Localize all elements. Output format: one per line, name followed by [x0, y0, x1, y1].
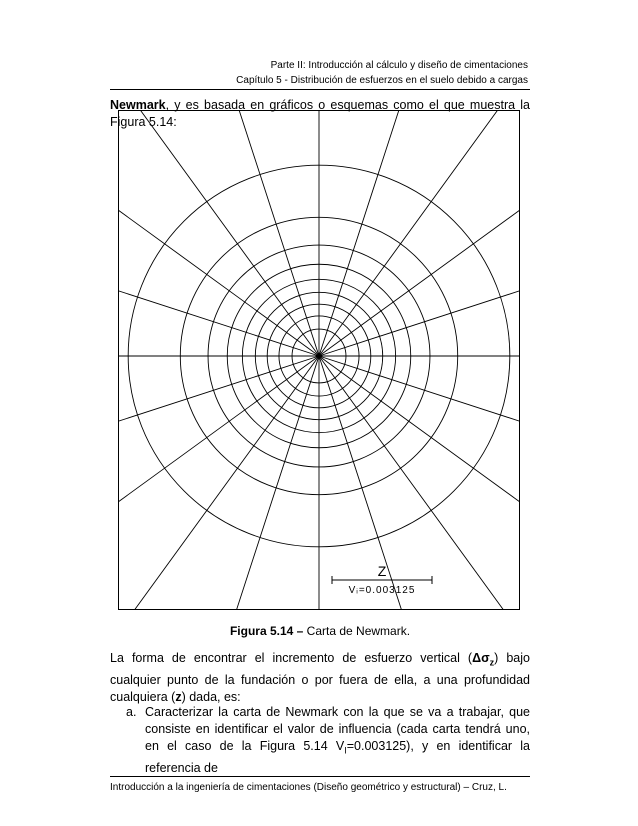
header-line-1: Parte II: Introducción al cálculo y diseño de cimentaciones — [270, 60, 528, 71]
radial-line — [118, 110, 319, 356]
list-marker: a. — [126, 705, 137, 719]
radial-line — [118, 110, 319, 356]
radial-line — [118, 110, 319, 356]
list-text-2: =0.003125), y en identificar la referencia de — [145, 739, 531, 775]
radial-line — [319, 110, 520, 356]
intro-bold: Newmark — [110, 98, 166, 112]
caption-bold: Figura 5.14 – — [229, 624, 304, 638]
figure-caption — [110, 624, 530, 638]
radial-line — [319, 356, 520, 610]
delta-sigma-symbol: Δσ — [472, 651, 490, 665]
delta-sigma-subscript: z — [489, 657, 495, 668]
para-text-1: La forma de encontrar el incremento de esfuerzo vertical ( — [110, 651, 473, 665]
header-rule — [110, 89, 530, 90]
radial-line — [319, 356, 520, 610]
radial-line — [118, 356, 319, 610]
header-line-2: Capítulo 5 - Distribución de esfuerzos en el suelo debido a cargas — [236, 75, 528, 86]
radial-line — [118, 110, 319, 356]
page-header — [236, 58, 528, 88]
radial-line — [319, 110, 520, 356]
newmark-chart — [118, 110, 520, 610]
para-text-3: ) dada, es: — [181, 689, 241, 704]
body-paragraph — [110, 650, 530, 706]
chart-radial-lines — [118, 110, 520, 610]
caption-text: Carta de Newmark. — [303, 624, 411, 638]
radial-line — [319, 110, 520, 356]
list-subscript: I — [344, 745, 347, 756]
radial-line — [118, 356, 319, 610]
para-text-2: ) bajo cualquier punto de la fundación o por fuera de ella, a una profundidad cualquiera ( — [110, 651, 530, 704]
scale-label: Z — [377, 563, 387, 579]
footer-rule — [110, 776, 530, 777]
list-item-a — [126, 704, 530, 777]
radial-line — [319, 110, 520, 356]
radial-line — [118, 356, 319, 610]
radial-line — [118, 356, 319, 610]
radial-line — [319, 356, 520, 610]
list-item-text — [145, 704, 530, 777]
depth-symbol: z — [175, 689, 182, 704]
list-text-1: Caracterizar la carta de Newmark con la que se va a trabajar, que consiste en identificar el valor de influencia (cada carta tendrá uno, en el caso de la Figura 5.14 V — [145, 705, 530, 753]
influence-value-label: Vᵢ=0.003125 — [348, 585, 416, 596]
intro-text: , y es basada en gráficos o esquemas como el que muestra la Figura 5.14: — [110, 98, 530, 129]
page-footer: Introducción a la ingeniería de cimentaciones (Diseño geométrico y estructural) – Cruz, L. — [110, 782, 507, 793]
radial-line — [319, 356, 520, 610]
